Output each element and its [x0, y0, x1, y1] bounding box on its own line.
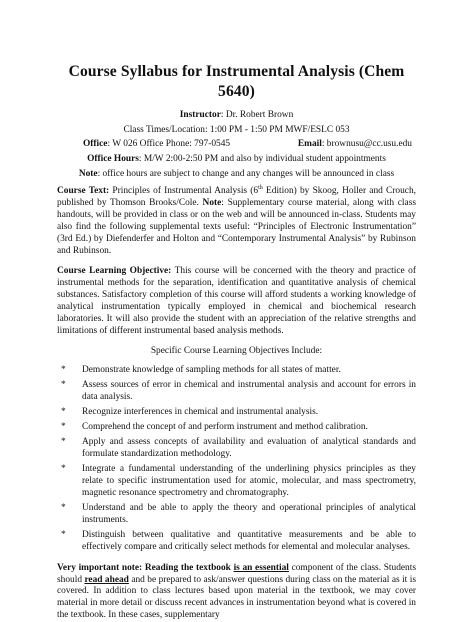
- important-note-text: component of the class. Students should: [57, 562, 416, 585]
- important-note-text: and be prepared to ask/answer questions during class on the material as it is covered. In addition to class lectures based upon material in the textbook, we may cover material in more detail or discuss recent advances in instrumentation beyond what is covered in the textbook. In these cases, supplementary: [57, 574, 416, 621]
- list-item: [57, 407, 416, 419]
- note-label: Note: [78, 169, 98, 180]
- course-text-part: : Supplementary course material, along with class handouts, will be provided in class or on the web and will be announced in-class. Students may also find the following supplemental texts useful: “Principles of Electronic Instrumentation” (3rd Ed.) by Diefenderfer and Holton and “Contemporary Instrumental Analysis” by Rubinson and Rubinson.: [57, 198, 416, 256]
- course-text-part: Edition) by Skoog, Holler and Crouch, published by Thomson Brooks/Cole.: [57, 186, 416, 209]
- list-item-text: Comprehend the concept of and perform instrument and method calibration.: [82, 422, 368, 433]
- list-item: [57, 437, 416, 461]
- email-info: [298, 139, 412, 151]
- list-item-text: Assess sources of error in chemical and instrumental analysis and account for errors in data analysis.: [82, 380, 416, 403]
- course-text-paragraph: [57, 186, 416, 258]
- edition-superscript: th: [258, 185, 263, 192]
- read-ahead-underlined: read ahead: [84, 574, 129, 585]
- course-text-part: Principles of Instrumental Analysis (6: [109, 186, 259, 197]
- bullet-icon: *: [61, 437, 66, 448]
- learning-objective-text: This course will be concerned with the theory and practice of instrumental methods for the separation, identification and quantitative analysis of chemical substances. Satisfactory completion of this course will afford students a working knowledge of analytical instrumentation typically employed in chemical and biochemical research laboratories. It will also provide the student with an appreciation of the relative strengths and limitations of different instrumental based analysis methods.: [57, 265, 416, 336]
- list-item: [57, 422, 416, 434]
- email-value: : brownusu@cc.usu.edu: [321, 139, 412, 150]
- bullet-icon: *: [61, 380, 66, 391]
- list-item: [57, 380, 416, 404]
- course-text-label: Course Text:: [57, 186, 110, 197]
- important-note-paragraph: [57, 563, 416, 622]
- list-item: [57, 365, 416, 377]
- list-item-text: Integrate a fundamental understanding of the underlining physics principles as they relate to specific instrumentation used for atomic, molecular, and mass spectrometry, magnetic resonance spectrometry and chromatography.: [82, 464, 416, 498]
- office-hours-note: [57, 169, 416, 181]
- essential-underlined: is an essential: [233, 562, 289, 573]
- bullet-icon: *: [61, 407, 66, 418]
- office-info: [83, 139, 230, 151]
- page-title: Course Syllabus for Instrumental Analysis (Chem 5640): [68, 63, 405, 100]
- office-label: Office: [83, 139, 108, 150]
- list-item: [57, 503, 416, 527]
- instructor-value: : Dr. Robert Brown: [220, 109, 294, 120]
- list-item-text: Understand and be able to apply the theory and operational principles of analytical instruments.: [82, 502, 416, 525]
- office-value: : W 026 Office Phone: 797-0545: [107, 139, 231, 150]
- bullet-icon: *: [61, 502, 66, 513]
- bullet-icon: *: [61, 422, 66, 433]
- instructor-line: [57, 110, 416, 122]
- list-item: [57, 530, 416, 554]
- learning-objective-paragraph: [57, 266, 416, 338]
- objectives-list: [57, 365, 416, 553]
- class-times-line: Class Times/Location: 1:00 PM - 1:50 PM MWF/ESLC 053: [123, 124, 350, 135]
- office-hours-value: : M/W 2:00-2:50 PM and also by individual student appointments: [138, 154, 386, 165]
- important-note-lead: Very important note: Reading the textbook: [57, 562, 234, 573]
- specific-objectives-heading: Specific Course Learning Objectives Include:: [150, 345, 323, 356]
- list-item-text: Apply and assess concepts of availability and evaluation of analytical standards and formulate standardization methodology.: [82, 437, 416, 460]
- note-value: : office hours are subject to change and any changes will be announced in class: [97, 169, 395, 180]
- office-hours-line: [57, 154, 416, 166]
- learning-objective-label: Course Learning Objective:: [57, 265, 172, 276]
- bullet-icon: *: [61, 529, 66, 540]
- instructor-label: Instructor: [179, 109, 221, 120]
- office-hours-label: Office Hours: [87, 154, 139, 165]
- course-text-note-label: Note: [202, 198, 222, 209]
- list-item-text: Demonstrate knowledge of sampling methods for all states of matter.: [82, 365, 341, 376]
- list-item-text: Distinguish between qualitative and quantitative measurements and be able to effectively compare and critically select methods for elemental and molecular analyses.: [82, 529, 416, 552]
- bullet-icon: *: [61, 365, 66, 376]
- list-item-text: Recognize interferences in chemical and instrumental analysis.: [82, 407, 319, 418]
- list-item: [57, 464, 416, 500]
- bullet-icon: *: [61, 464, 66, 475]
- office-contact-row: [57, 139, 416, 151]
- email-label: Email: [297, 139, 322, 150]
